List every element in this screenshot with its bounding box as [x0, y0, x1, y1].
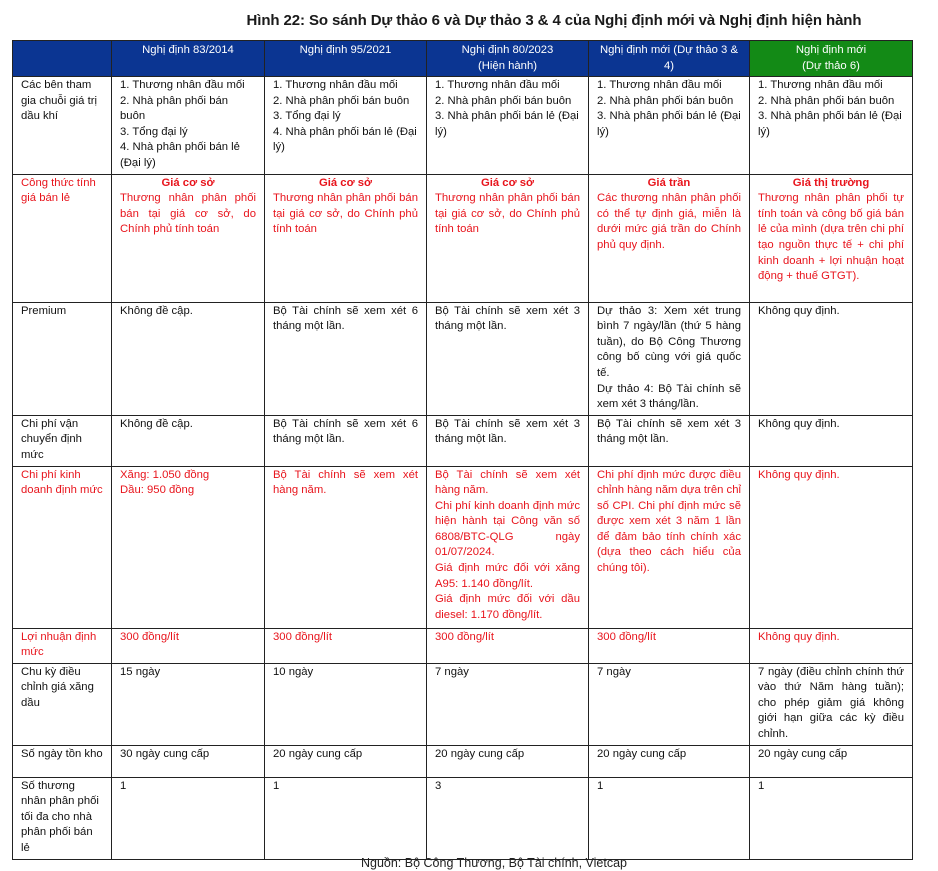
- cell-line: 4. Nhà phân phối bán lẻ (Đại lý): [120, 141, 240, 169]
- table-cell: [589, 415, 750, 466]
- cell-line: 3. Nhà phân phối bán lẻ (Đại lý): [435, 110, 579, 138]
- cell-heading: Giá cơ sở: [161, 176, 215, 189]
- cell-line: 1: [273, 779, 280, 792]
- header-nd-80-2023: [427, 41, 589, 77]
- cell-line: 1. Thương nhân đầu mối: [435, 79, 560, 91]
- cell-line: Chi phí kinh doanh định mức hiện hành tại Công văn số 6808/BTC-QLG ngày 01/07/2024.: [435, 499, 580, 559]
- table-cell: [427, 745, 589, 777]
- cell-line: 2. Nhà phân phối bán buôn: [120, 94, 229, 123]
- table-cell: [265, 302, 427, 415]
- table-cell: [265, 745, 427, 777]
- table-cell: [589, 77, 750, 175]
- cell-line: Bộ Tài chính sẽ xem xét 3 tháng một lần.: [435, 304, 580, 333]
- table-cell: [112, 745, 265, 777]
- row-label: Premium: [13, 302, 112, 415]
- table-cell: [112, 77, 265, 175]
- table-cell: [427, 663, 589, 745]
- header-label: Nghị định 95/2021: [299, 44, 392, 56]
- cell-heading: Giá trần: [647, 176, 691, 189]
- comparison-table: [12, 40, 913, 860]
- cell-line: 3: [435, 779, 442, 792]
- table-cell: [112, 466, 265, 628]
- table-cell: [112, 174, 265, 302]
- cell-line: 30 ngày cung cấp: [120, 747, 210, 760]
- header-nd-moi-dt6: [750, 41, 913, 77]
- cell-body: Thương nhân phân phối tự tính toán và công bố giá bán lẻ của mình (dựa trên chi phí tạo nguồn thực tế + chi phí kinh doanh + lợi nhuận hoạt động + thuế GTGT).: [758, 192, 904, 283]
- table-cell: [427, 174, 589, 302]
- table-row: [13, 777, 913, 859]
- header-nd-moi-dt34: [589, 41, 750, 77]
- cell-body: Thương nhân phân phối bán tại giá cơ sở, do Chính phủ tính toán: [120, 192, 256, 236]
- row-label: Lợi nhuận định mức: [13, 628, 112, 663]
- cell-line: 300 đồng/lít: [435, 630, 495, 643]
- cell-line: Không đề cập.: [120, 417, 193, 430]
- table-cell: [750, 628, 913, 663]
- cell-line: 3. Nhà phân phối bán lẻ (Đại lý): [597, 110, 741, 138]
- row-label: Chi phí vận chuyển định mức: [13, 415, 112, 466]
- table-row: [13, 745, 913, 777]
- cell-line: Bộ Tài chính sẽ xem xét 6 tháng một lần.: [273, 417, 418, 446]
- table-cell: [427, 415, 589, 466]
- header-nd-95-2021: [265, 41, 427, 77]
- cell-line: 10 ngày: [273, 665, 314, 678]
- table-cell: [750, 466, 913, 628]
- cell-body: Thương nhân phân phối bán tại giá cơ sở, do Chính phủ tính toán: [273, 192, 418, 236]
- header-label: Nghị định 83/2014: [142, 44, 234, 56]
- table-cell: [112, 415, 265, 466]
- cell-line: Xăng: 1.050 đồng: [120, 468, 210, 481]
- row-label: Các bên tham gia chuỗi giá trị dầu khí: [13, 77, 112, 175]
- figure-title: Hình 22: So sánh Dự thảo 6 và Dự thảo 3 & 4 của Nghị định mới và Nghị định hiện hành: [246, 12, 862, 29]
- cell-heading: Giá cơ sở: [480, 176, 535, 189]
- table-row: [13, 302, 913, 415]
- table-row: [13, 415, 913, 466]
- table-cell: [427, 466, 589, 628]
- table-cell: [427, 77, 589, 175]
- table-cell: [265, 77, 427, 175]
- source-note: Nguồn: Bộ Công Thương, Bộ Tài chính, Vietcap: [360, 856, 628, 870]
- header-label: Nghị định mới (Dự thảo 3 & 4): [599, 44, 739, 72]
- table-cell: [589, 628, 750, 663]
- table-cell: [589, 174, 750, 302]
- table-cell: [265, 415, 427, 466]
- cell-line: 3. Tổng đại lý: [120, 125, 188, 138]
- cell-line: 15 ngày: [120, 665, 161, 678]
- cell-line: Dự thảo 4: Bộ Tài chính sẽ xem xét 3 tháng/lần.: [597, 382, 741, 411]
- table-cell: [589, 302, 750, 415]
- cell-line: 7 ngày: [435, 665, 469, 678]
- table-cell: [265, 777, 427, 859]
- cell-line: Giá định mức đối với dầu diesel: 1.170 đồng/lít.: [435, 593, 580, 621]
- table-row: [13, 77, 913, 175]
- cell-line: Giá định mức đối với xăng A95: 1.140 đồng/lít.: [435, 562, 580, 590]
- cell-line: Không quy định.: [758, 468, 840, 481]
- table-cell: [112, 777, 265, 859]
- table-row: [13, 663, 913, 745]
- cell-line: 4. Nhà phân phối bán lẻ (Đại lý): [273, 125, 417, 154]
- row-label: Công thức tính giá bán lẻ: [13, 174, 112, 302]
- cell-line: 2. Nhà phân phối bán buôn: [273, 94, 410, 107]
- header-cell-blank: [13, 41, 112, 77]
- table-cell: [265, 663, 427, 745]
- table-cell: [589, 745, 750, 777]
- row-label: Số ngày tồn kho: [13, 745, 112, 777]
- cell-heading: Giá thị trường: [792, 176, 870, 189]
- cell-line: 2. Nhà phân phối bán buôn: [758, 94, 895, 107]
- table-cell: [265, 174, 427, 302]
- table-cell: [750, 415, 913, 466]
- table-cell: [750, 174, 913, 302]
- cell-line: 7 ngày: [597, 665, 631, 678]
- cell-line: Bộ Tài chính sẽ xem xét 3 tháng một lần.: [435, 417, 580, 446]
- cell-line: 1. Thương nhân đầu mối: [273, 79, 398, 91]
- row-label: Chi phí kinh doanh định mức: [13, 466, 112, 628]
- table-cell: [427, 628, 589, 663]
- header-label: Nghị định 80/2023 (Hiện hành): [461, 44, 554, 72]
- table-cell: [589, 466, 750, 628]
- cell-line: 7 ngày (điều chỉnh chính thứ vào thứ Năm hàng tuần); cho phép giảm giá không giới hạn giữa các kỳ điều chỉnh.: [758, 665, 904, 741]
- cell-line: Không quy định.: [758, 304, 840, 317]
- header-nd-83-2014: [112, 41, 265, 77]
- table-row: [13, 174, 913, 302]
- cell-line: Bộ Tài chính sẽ xem xét 3 tháng một lần.: [597, 417, 741, 446]
- cell-line: 1. Thương nhân đầu mối: [758, 79, 883, 91]
- cell-line: 1. Thương nhân đầu mối: [120, 79, 245, 91]
- cell-line: 2. Nhà phân phối bán buôn: [597, 94, 734, 107]
- cell-line: 1: [120, 779, 127, 792]
- cell-line: 300 đồng/lít: [273, 630, 333, 643]
- cell-line: 20 ngày cung cấp: [758, 747, 848, 760]
- table-cell: [112, 663, 265, 745]
- table-cell: [750, 745, 913, 777]
- table-cell: [265, 628, 427, 663]
- cell-line: 2. Nhà phân phối bán buôn: [435, 94, 572, 107]
- cell-line: 300 đồng/lít: [120, 630, 180, 643]
- cell-line: Không quy định.: [758, 630, 840, 643]
- cell-line: 3. Nhà phân phối bán lẻ (Đại lý): [758, 110, 902, 138]
- table-cell: [750, 663, 913, 745]
- table-cell: [427, 302, 589, 415]
- cell-line: 1. Thương nhân đầu mối: [597, 79, 722, 91]
- cell-line: Không quy định.: [758, 417, 840, 430]
- cell-line: Bộ Tài chính sẽ xem xét hàng năm.: [435, 468, 580, 497]
- cell-line: 20 ngày cung cấp: [435, 747, 525, 760]
- table-cell: [750, 777, 913, 859]
- cell-line: 300 đồng/lít: [597, 630, 657, 643]
- cell-line: Không đề cập.: [120, 304, 193, 317]
- table-cell: [750, 302, 913, 415]
- cell-line: 20 ngày cung cấp: [273, 747, 363, 760]
- table-row: [13, 466, 913, 628]
- cell-line: 1: [758, 779, 765, 792]
- row-label: Chu kỳ điều chỉnh giá xăng dầu: [13, 663, 112, 745]
- cell-line: Chi phí định mức được điều chỉnh hàng năm dựa trên chỉ số CPI. Chi phí định mức sẽ được xem xét 3 năm 1 lần để đảm bảo tính chính xác (dựa theo cách hiểu của chúng tôi).: [597, 468, 741, 575]
- header-label: Nghị định mới (Dự thảo 6): [795, 44, 867, 72]
- cell-heading: Giá cơ sở: [318, 176, 373, 189]
- cell-line: Dầu: 950 đồng: [120, 484, 195, 497]
- cell-body: Các thương nhân phân phối có thể tự định giá, miễn là dưới mức giá trần do Chính phủ quy định.: [597, 192, 741, 251]
- cell-line: 20 ngày cung cấp: [597, 747, 687, 760]
- table-cell: [589, 663, 750, 745]
- cell-line: Bộ Tài chính sẽ xem xét hàng năm.: [273, 468, 418, 497]
- table-cell: [112, 302, 265, 415]
- table-row: [13, 628, 913, 663]
- cell-body: Thương nhân phân phối bán tại giá cơ sở, do Chính phủ tính toán: [435, 192, 580, 236]
- table-cell: [589, 777, 750, 859]
- table-cell: [112, 628, 265, 663]
- row-label: Số thương nhân phân phối tối đa cho nhà phân phối bán lẻ: [13, 777, 112, 859]
- cell-line: 3. Tổng đại lý: [273, 110, 341, 123]
- table-cell: [750, 77, 913, 175]
- header-row: [13, 41, 913, 77]
- table-cell: [427, 777, 589, 859]
- table-cell: [265, 466, 427, 628]
- cell-line: Dự thảo 3: Xem xét trung bình 7 ngày/lần (thứ 5 hàng tuần), do Bộ Công Thương công bố cùng với giá quốc tế.: [597, 304, 741, 379]
- cell-line: Bộ Tài chính sẽ xem xét 6 tháng một lần.: [273, 304, 418, 333]
- cell-line: 1: [597, 779, 604, 792]
